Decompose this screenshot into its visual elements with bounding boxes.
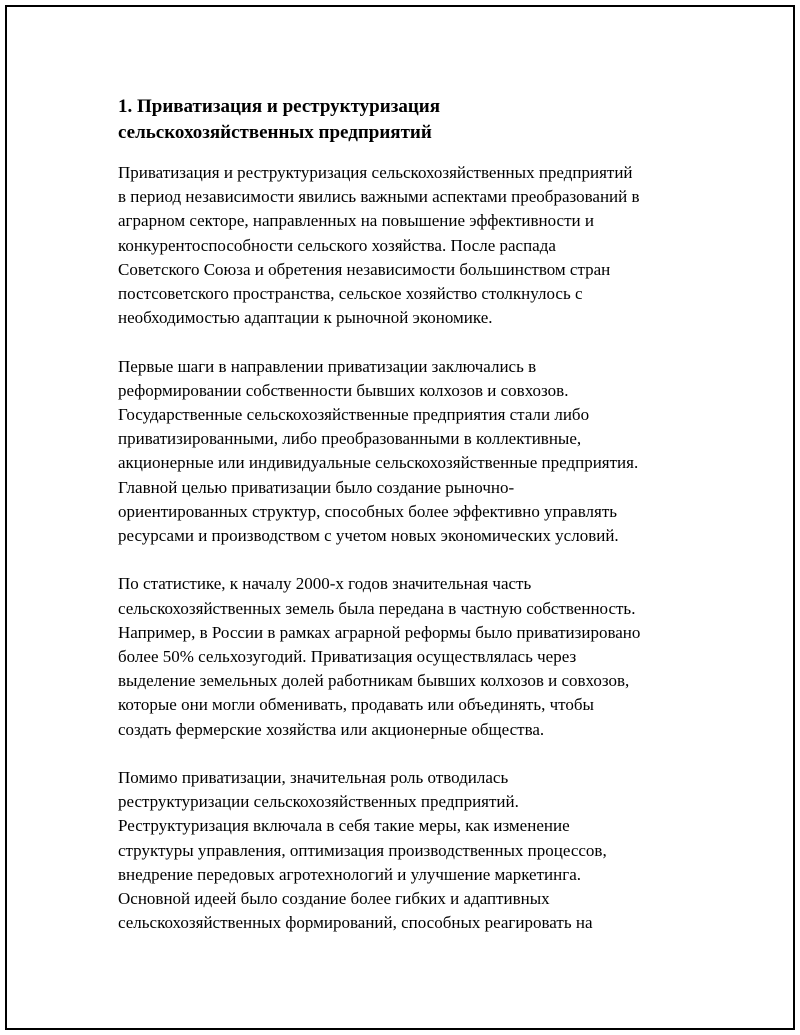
- text-line: приватизированными, либо преобразованными в коллективные,: [118, 429, 582, 449]
- text-line: постсоветского пространства, сельское хозяйство столкнулось с: [118, 284, 583, 304]
- text-line: внедрение передовых агротехнологий и улучшение маркетинга.: [118, 864, 581, 884]
- text-line: ориентированных структур, способных более эффективно управлять: [118, 501, 618, 521]
- paragraph-spacer: [118, 548, 718, 572]
- text-line: Реструктуризация включала в себя такие меры, как изменение: [118, 816, 570, 836]
- paragraph-spacer: [118, 330, 718, 354]
- paragraph-2: [118, 355, 718, 549]
- paragraph-1: [118, 161, 718, 330]
- text-line: По статистике, к началу 2000-х годов значительная часть: [118, 574, 532, 594]
- text-line: Например, в России в рамках аграрной реформы было приватизировано: [118, 622, 641, 642]
- text-line: акционерные или индивидуальные сельскохозяйственные предприятия.: [118, 453, 639, 473]
- text-line: реформировании собственности бывших колхозов и совхозов.: [118, 380, 569, 400]
- text-line: Приватизация и реструктуризация сельскохозяйственных предприятий: [118, 163, 633, 182]
- paragraph-4: [118, 766, 718, 935]
- text-line: Основной идеей было создание более гибких и адаптивных: [118, 889, 550, 909]
- text-line: структуры управления, оптимизация производственных процессов,: [118, 840, 607, 860]
- section-heading: 1. Приватизация и реструктуризация сельскохозяйственных предприятий: [118, 96, 440, 143]
- text-line: которые они могли обменивать, продавать или объединять, чтобы: [118, 695, 594, 715]
- text-line: сельскохозяйственных формирований, способных реагировать на: [118, 913, 593, 933]
- text-line: Главной целью приватизации было создание рыночно-: [118, 477, 515, 497]
- paragraph-spacer: [118, 742, 718, 766]
- document-body: [118, 94, 718, 935]
- text-line: в период независимости явились важными аспектами преобразований в: [118, 187, 640, 207]
- text-line: Первые шаги в направлении приватизации заключались в: [118, 356, 537, 376]
- text-line: ресурсами и производством с учетом новых экономических условий.: [118, 526, 619, 546]
- text-line: конкурентоспособности сельского хозяйства. После распада: [118, 235, 556, 255]
- paragraph-3: [118, 572, 718, 741]
- text-line: Помимо приватизации, значительная роль отводилась: [118, 768, 509, 788]
- text-line: более 50% сельхозугодий. Приватизация осуществлялась через: [118, 647, 577, 667]
- text-line: создать фермерские хозяйства или акционерные общества.: [118, 719, 545, 739]
- text-line: реструктуризации сельскохозяйственных предприятий.: [118, 792, 519, 812]
- text-line: выделение земельных долей работникам бывших колхозов и совхозов,: [118, 671, 630, 691]
- text-line: аграрном секторе, направленных на повышение эффективности и: [118, 211, 594, 231]
- text-line: Советского Союза и обретения независимости большинством стран: [118, 259, 611, 279]
- text-line: сельскохозяйственных земель была передана в частную собственность.: [118, 598, 636, 618]
- text-line: Государственные сельскохозяйственные предприятия стали либо: [118, 405, 590, 425]
- text-line: необходимостью адаптации к рыночной экономике.: [118, 308, 493, 328]
